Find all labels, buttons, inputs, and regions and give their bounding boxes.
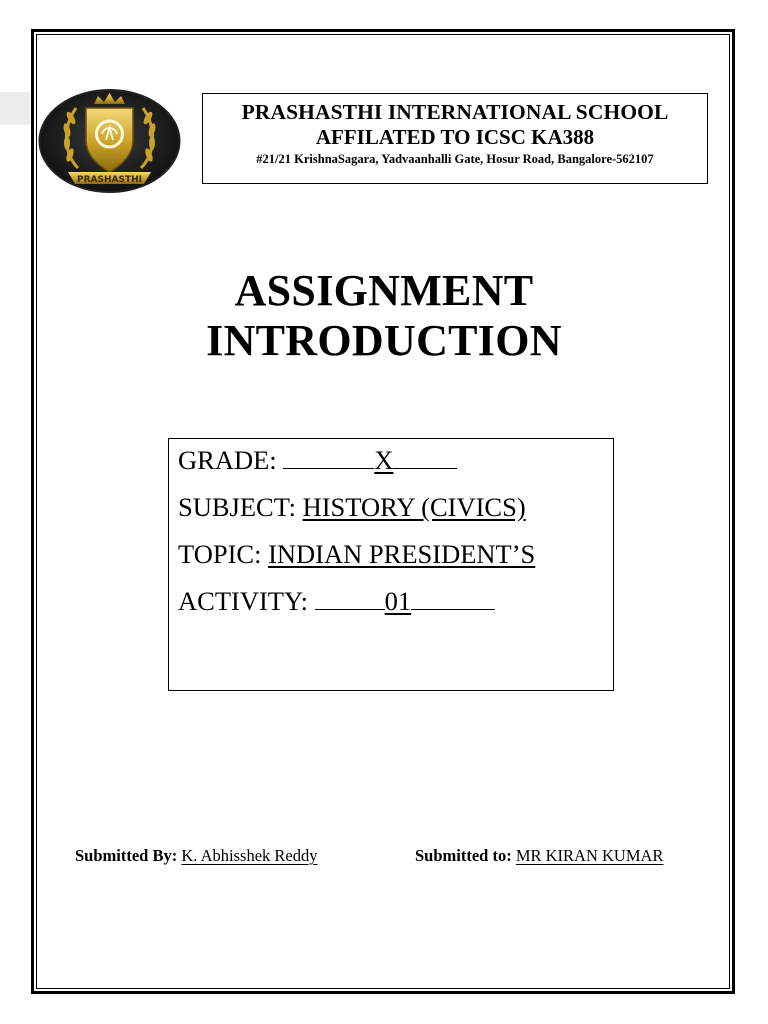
title-line-2: INTRODUCTION <box>206 316 562 365</box>
topic-row <box>178 539 535 569</box>
activity-row <box>178 586 495 616</box>
school-address: #21/21 KrishnaSagara, Yadvaanhalli Gate, Hosur Road, Bangalore-562107 <box>256 152 654 166</box>
submitted-to-value: MR KIRAN KUMAR <box>515 846 664 865</box>
subject-label: SUBJECT: <box>178 492 303 522</box>
grade-row <box>178 445 457 475</box>
subject-value: HISTORY (CIVICS) <box>302 492 526 522</box>
submitted-by <box>75 845 317 867</box>
details-box <box>168 438 614 691</box>
logo-ribbon-text: PRASHASTHI <box>77 175 142 185</box>
school-affiliation: AFFILATED TO ICSC KA388 <box>315 125 595 149</box>
school-logo <box>38 88 181 194</box>
grade-value: X <box>374 445 394 475</box>
topic-value: INDIAN PRESIDENT’S <box>268 539 536 569</box>
page-title <box>0 266 768 366</box>
submitted-to <box>415 845 663 867</box>
activity-blank-right <box>411 589 495 610</box>
submitted-by-value: K. Abhisshek Reddy <box>181 846 318 865</box>
activity-blank-left <box>315 589 385 610</box>
subject-row <box>178 492 526 522</box>
activity-value: 01 <box>384 586 412 616</box>
grade-label: GRADE: <box>178 445 284 475</box>
topic-label: TOPIC: <box>178 539 269 569</box>
school-name: PRASHASTHI INTERNATIONAL SCHOOL <box>241 100 669 124</box>
submitted-to-label: Submitted to: <box>415 846 512 865</box>
side-tab <box>0 92 30 125</box>
title-line-1: ASSIGNMENT <box>234 266 534 315</box>
grade-blank-left <box>283 448 374 469</box>
grade-blank-right <box>393 448 457 469</box>
school-header <box>202 93 708 184</box>
submitted-by-label: Submitted By: <box>75 846 178 865</box>
activity-label: ACTIVITY: <box>178 586 315 616</box>
